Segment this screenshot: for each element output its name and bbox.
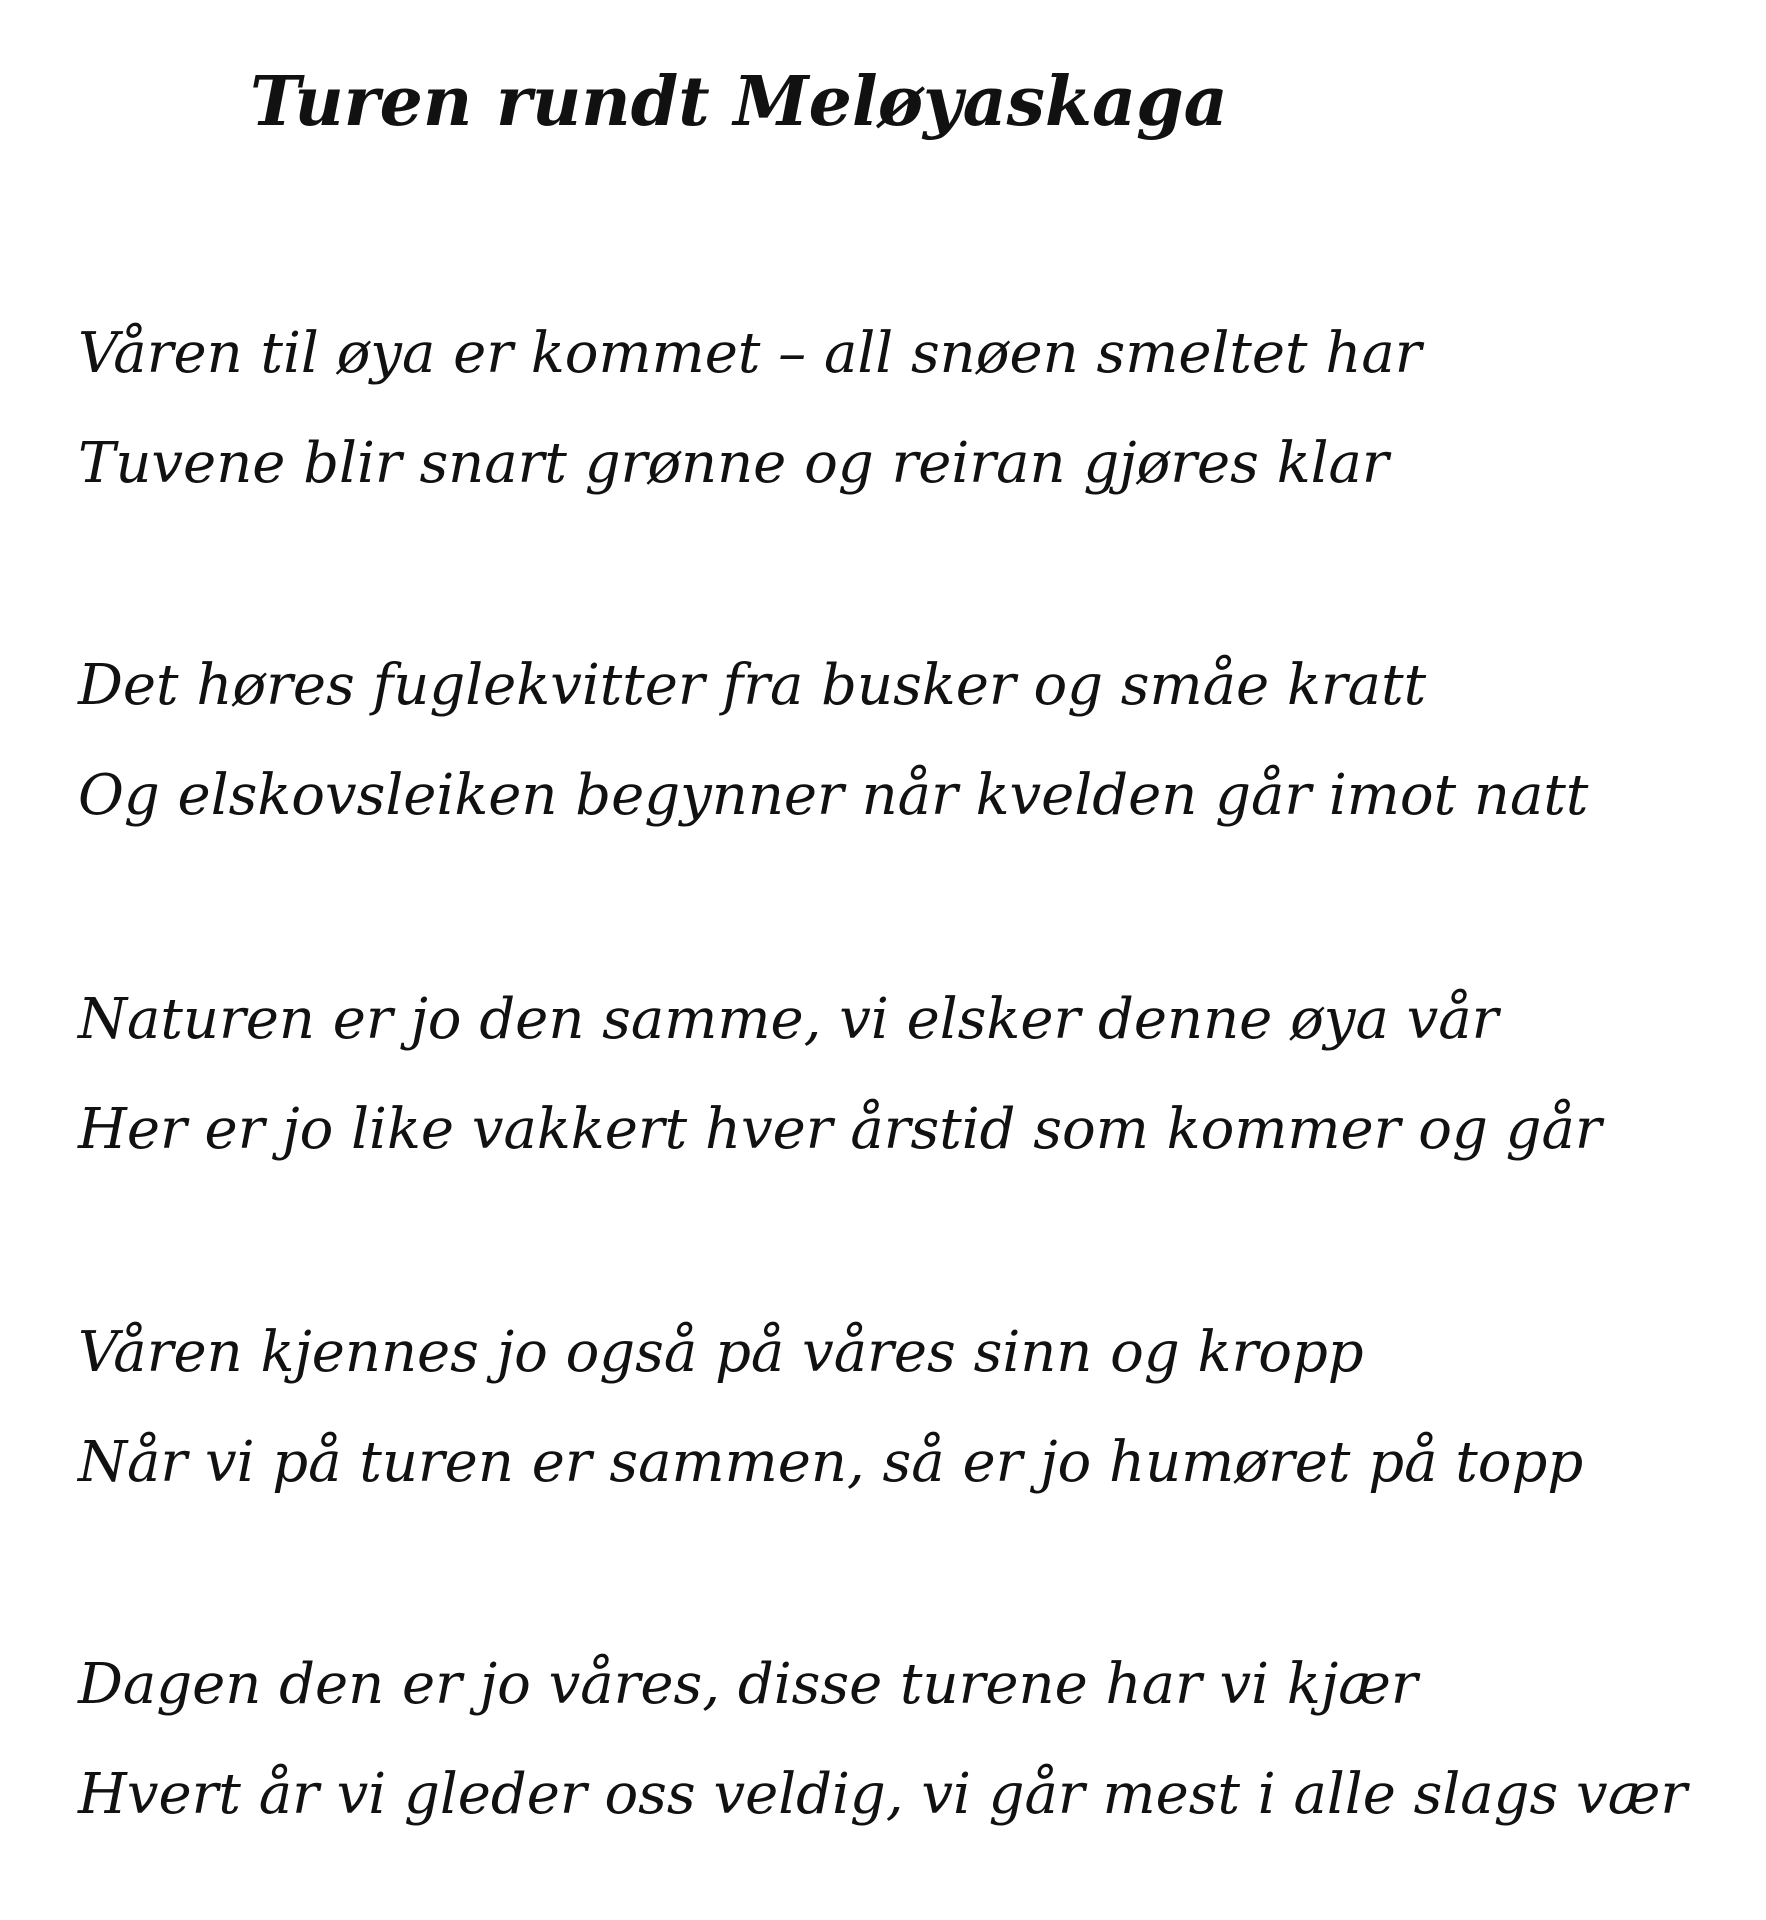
poem-line: Dagen den er jo våres, disse turene har vi kjær bbox=[78, 1652, 1418, 1717]
poem-line: Tuvene blir snart grønne og reiran gjøres klar bbox=[78, 431, 1389, 496]
poem-line: Hvert år vi gleder oss veldig, vi går mest i alle slags vær bbox=[78, 1762, 1688, 1827]
poem-title: Turen rundt Meløyaskaga bbox=[250, 62, 1228, 142]
poem-line: Her er jo like vakkert hver årstid som kommer og går bbox=[78, 1097, 1602, 1162]
poem-line: Naturen er jo den samme, vi elsker denne øya vår bbox=[78, 987, 1499, 1052]
poem-line: Og elskovsleiken begynner når kvelden går imot natt bbox=[78, 763, 1589, 828]
poem-line: Når vi på turen er sammen, så er jo humøret på topp bbox=[78, 1430, 1584, 1495]
poem-line: Det høres fuglekvitter fra busker og småe kratt bbox=[78, 653, 1427, 718]
poem-line: Våren til øya er kommet – all snøen smeltet har bbox=[78, 321, 1422, 386]
poem-line: Våren kjennes jo også på våres sinn og kropp bbox=[78, 1320, 1364, 1385]
